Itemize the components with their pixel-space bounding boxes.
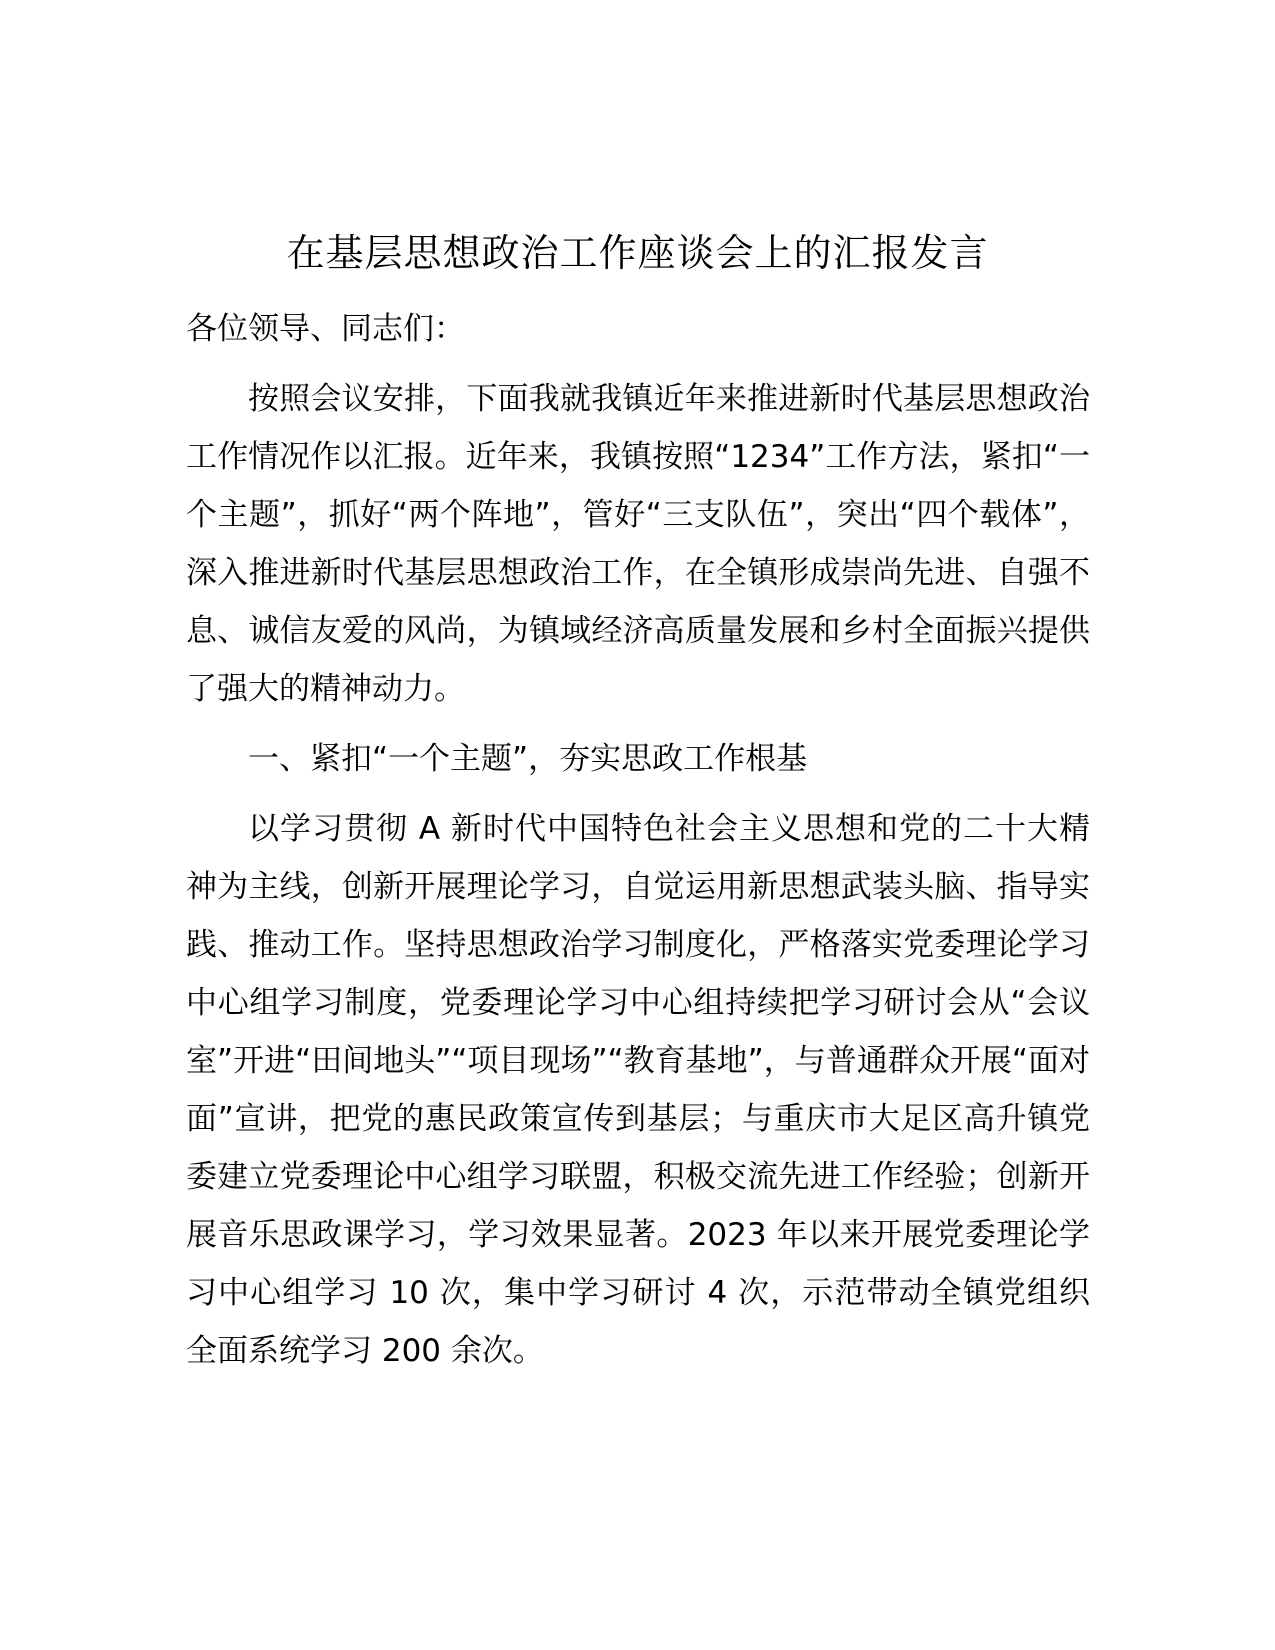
section-heading: 一、紧扣“一个主题”，夯实思政工作根基 [248, 741, 808, 777]
document-title: 在基层思想政治工作座谈会上的汇报发言 [286, 231, 989, 275]
body-paragraph: 以学习贯彻 A 新时代中国特色社会主义思想和党的二十大精神为主线，创新开展理论学习，自觉运用新思想武装头脑、指导实践、推动工作。坚持思想政治学习制度化，严格落实党委理论学习中心组学习制度，党委理论学习中心组持续把学习研讨会从“会议室”开进“田间地头”“项目现场”“教育基地”，与普通群众开展“面对面”宣讲，把党的惠民政策宣传到基层；与重庆市大足区高升镇党委建立党委理论中心组学习联盟，积极交流先进工作经验；创新开展音乐思政课学习，学习效果显著。2023 年以来开展党委理论学习中心组学习 10 次，集中学习研讨 4 次，示范带动全镇党组织全面系统学习 200 余次。 [186, 811, 1090, 1369]
salutation: 各位领导、同志们： [186, 311, 465, 347]
intro-paragraph: 按照会议安排，下面我就我镇近年来推进新时代基层思想政治工作情况作以汇报。近年来，我镇按照“1234”工作方法，紧扣“一个主题”，抓好“两个阵地”，管好“三支队伍”，突出“四个载体”，深入推进新时代基层思想政治工作，在全镇形成崇尚先进、自强不息、诚信友爱的风尚，为镇域经济高质量发展和乡村全面振兴提供了强大的精神动力。 [186, 381, 1090, 707]
document-body [186, 300, 1090, 1392]
